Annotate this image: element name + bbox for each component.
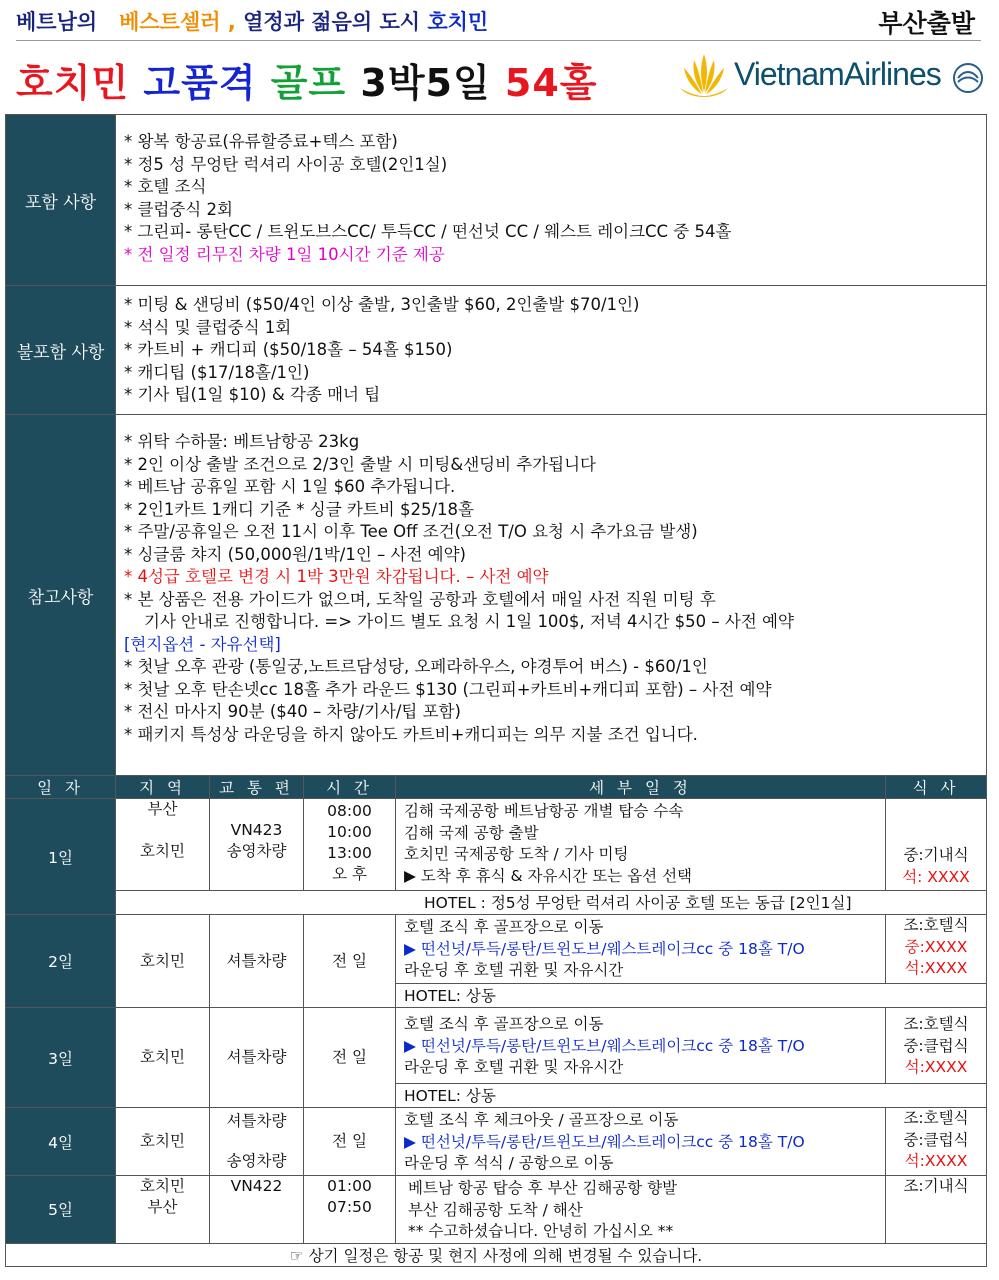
included-item: * 호텔 조식 — [124, 177, 207, 196]
detail-line: 호텔 조식 후 골프장으로 이동 — [404, 1015, 604, 1033]
excluded-item: * 기사 팁(1일 $10) & 각종 매너 팁 — [124, 385, 381, 404]
day-5-details — [396, 1176, 886, 1244]
detail-line: 부산 김해공항 도착 / 해산 — [408, 1200, 583, 1219]
tagline-part-1: 베트남의 — [16, 10, 98, 34]
meal-text: 석:XXXX — [904, 959, 968, 977]
tagline-part-4: 호치민 — [427, 10, 489, 34]
included-item: * 왕복 항공료(유류할증료+텍스 포함) — [124, 132, 398, 151]
day-4-details — [396, 1108, 886, 1176]
day-2-details — [396, 915, 886, 984]
excluded-item: * 카트비 + 캐디피 ($50/18홀 – 54홀 $150) — [124, 340, 453, 359]
day-2-label: 2일 — [6, 915, 116, 1008]
day-2-hotel: HOTEL: 상동 — [396, 984, 987, 1008]
schedule-table — [5, 775, 987, 1267]
day-1-meals — [886, 799, 987, 891]
included-item: * 그린피- 롱탄CC / 트윈도브스CC/ 투득CC / 떤선넛 CC / 웨스트 레이크CC 중 54홀 — [124, 222, 732, 241]
notes-list — [116, 415, 986, 752]
detail-line: ▶ 도착 후 휴식 & 자유시간 또는 옵션 선택 — [404, 866, 693, 885]
day-1-details — [396, 799, 886, 891]
notes-item: * 베트남 공휴일 포함 시 1일 $60 추가됩니다. — [124, 477, 456, 496]
notes-item: * 4성급 호텔로 변경 시 1박 3만원 차감됩니다. – 사전 예약 — [124, 567, 549, 586]
excluded-cell — [116, 286, 987, 415]
page-title — [16, 52, 598, 107]
tagline-part-3: 열정과 젊음의 도시 — [243, 10, 421, 34]
detail-line: 라운딩 후 호텔 귀환 및 자유시간 — [404, 1058, 624, 1076]
notes-item: 기사 안내로 진행합니다. => 가이드 별도 요청 시 1일 100$, 저녁 4시간 $50 – 사전 예약 — [144, 612, 794, 631]
header-divider — [16, 40, 981, 41]
detail-line: 라운딩 후 호텔 귀환 및 자유시간 — [404, 961, 624, 979]
title-part-5: 54홀 — [504, 61, 598, 105]
hotel-text: HOTEL : 정5성 무엉탄 럭셔리 사이공 호텔 또는 동급 [2인1실] — [424, 893, 852, 912]
transport-text: 셔틀차량 — [226, 1112, 287, 1130]
detail-line: ▶ 떤선넛/투득/롱탄/트윈도브/웨스트레이크cc 중 18홀 T/O — [404, 1132, 805, 1151]
notes-item: * 2인1카트 1캐디 기준 * 싱글 카트비 $25/18홀 — [124, 499, 474, 519]
transport-text: 송영차량 — [226, 842, 287, 860]
departure-label: 부산출발 — [878, 9, 975, 38]
excluded-list — [116, 286, 986, 413]
transport-text: 송영차량 — [226, 1152, 287, 1170]
day-4-region: 호치민 — [116, 1108, 210, 1176]
included-item: * 클럽중식 2회 — [124, 199, 233, 219]
header-region: 지 역 — [116, 776, 210, 799]
detail-line: 호텔 조식 후 체크아웃 / 골프장으로 이동 — [404, 1111, 679, 1129]
region-text: 부산 — [147, 1198, 178, 1216]
day-1-region — [116, 799, 210, 891]
included-label: 포함 사항 — [6, 115, 116, 286]
meal-text: 조:호텔식 — [903, 916, 969, 934]
time-text: 01:00 — [327, 1177, 372, 1195]
meal-text: 조:기내식 — [903, 1177, 969, 1195]
title-part-3: 골프 — [270, 61, 347, 105]
detail-line: 김해 국제공항 베트남항공 개별 탑승 수속 — [404, 802, 684, 820]
detail-line: 호텔 조식 후 골프장으로 이동 — [404, 918, 604, 936]
header-meal: 식 사 — [886, 776, 987, 799]
vietnam-airlines-logo — [676, 48, 986, 104]
detail-line: 라운딩 후 석식 / 공항으로 이동 — [404, 1154, 614, 1172]
title-part-2: 고품격 — [143, 61, 257, 105]
day-2-region: 호치민 — [116, 915, 210, 1008]
meal-text: 중:클럽식 — [903, 1130, 969, 1149]
time-text: 10:00 — [327, 823, 372, 841]
day-3-transport: 셔틀차량 — [210, 1008, 304, 1108]
excluded-label: 불포함 사항 — [6, 286, 116, 415]
header-time: 시 간 — [304, 776, 396, 799]
notes-item: * 주말/공휴일은 오전 11시 이후 Tee Off 조건(오전 T/O 요청 시 추가요금 발생) — [124, 522, 698, 541]
meal-text: 석:XXXX — [904, 1058, 968, 1076]
meal-text: 석: XXXX — [902, 867, 970, 886]
day-4-transport — [210, 1108, 304, 1176]
notes-item: * 싱글룸 챠지 (50,000원/1박/1인 – 사전 예약) — [124, 544, 466, 564]
options-heading: [현지옵션 - 자유선택] — [124, 634, 281, 654]
day-5-label: 5일 — [6, 1176, 116, 1244]
notes-item: * 첫날 오후 관광 (통일궁,노트르담성당, 오페라하우스, 야경투어 버스) - $60/1인 — [124, 657, 708, 676]
day-2-time: 전 일 — [304, 915, 396, 1008]
day-1-hotel — [116, 891, 987, 915]
day-3-region: 호치민 — [116, 1008, 210, 1108]
detail-line: ▶ 떤선넛/투득/롱탄/트윈도브/웨스트레이크cc 중 18홀 T/O — [404, 939, 805, 958]
meal-text: 중:XXXX — [904, 937, 968, 956]
day-3-meals — [886, 1008, 987, 1084]
title-part-1: 호치민 — [16, 61, 130, 105]
day-1-times — [304, 799, 396, 891]
notes-item: * 본 상품은 전용 가이드가 없으며, 도착일 공항과 호텔에서 매일 사전 직원 미팅 후 — [124, 589, 716, 609]
included-item: * 전 일정 리무진 차량 1일 10시간 기준 제공 — [124, 244, 445, 264]
region-text: 부산 — [147, 800, 178, 818]
meal-text: 조:호텔식 — [903, 1015, 969, 1033]
title-part-4: 3박5일 — [360, 61, 491, 105]
meal-text: 중:기내식 — [903, 846, 969, 864]
included-item: * 정5 성 무엉탄 럭셔리 사이공 호텔(2인1실) — [124, 154, 448, 174]
day-5-meals — [886, 1176, 987, 1244]
info-table — [5, 114, 987, 776]
meal-text: 중:클럽식 — [903, 1036, 969, 1055]
time-text: 오 후 — [332, 865, 367, 883]
detail-line: ▶ 떤선넛/투득/롱탄/트윈도브/웨스트레이크cc 중 18홀 T/O — [404, 1036, 805, 1055]
meal-text: 석:XXXX — [904, 1152, 968, 1170]
notes-item: * 2인 이상 출발 조건으로 2/3인 출발 시 미팅&샌딩비 추가됩니다 — [124, 454, 596, 474]
day-4-time: 전 일 — [304, 1108, 396, 1176]
header-day: 일 자 — [6, 776, 116, 799]
day-4-meals — [886, 1108, 987, 1176]
time-text: 13:00 — [327, 844, 372, 862]
footer-note: ☞ 상기 일정은 항공 및 현지 사정에 의해 변경될 수 있습니다. — [6, 1243, 987, 1266]
notes-cell — [116, 415, 987, 776]
time-text: 08:00 — [327, 802, 372, 820]
day-2-transport: 셔틀차량 — [210, 915, 304, 1008]
day-2-meals — [886, 915, 987, 984]
detail-line: 베트남 항공 탑승 후 부산 김해공항 향발 — [408, 1179, 678, 1197]
day-5-transport: VN422 — [210, 1176, 304, 1244]
header-transport: 교 통 편 — [210, 776, 304, 799]
lotus-icon — [676, 48, 732, 104]
airline-name: VietnamAirlines — [734, 56, 941, 92]
excluded-item: * 석식 및 클럽중식 1회 — [124, 317, 292, 337]
detail-line: ** 수고하셨습니다. 안녕히 가십시오 ** — [408, 1222, 674, 1240]
time-text: 07:50 — [327, 1198, 372, 1216]
notes-item: * 첫날 오후 탄손넷cc 18홀 추가 라운드 $130 (그린피+카트비+캐디피 포함) – 사전 예약 — [124, 679, 772, 699]
day-4-label: 4일 — [6, 1108, 116, 1176]
excluded-item: * 미팅 & 샌딩비 ($50/4인 이상 출발, 3인출발 $60, 2인출발 $70/1인) — [124, 295, 640, 314]
notes-item: * 위탁 수하물: 베트남항공 23kg — [124, 432, 360, 451]
detail-line: 호치민 국제공항 도착 / 기사 미팅 — [404, 845, 629, 863]
included-cell — [116, 115, 987, 286]
transport-text: VN423 — [230, 821, 283, 839]
excluded-item: * 캐디팁 ($17/18홀/1인) — [124, 362, 310, 382]
tagline-part-2: 베스트셀러 , — [119, 10, 236, 34]
day-3-details — [396, 1008, 886, 1084]
included-list — [116, 115, 986, 272]
day-3-hotel: HOTEL: 상동 — [396, 1084, 987, 1108]
day-3-label: 3일 — [6, 1008, 116, 1108]
day-5-times — [304, 1176, 396, 1244]
region-text: 호치민 — [140, 1177, 185, 1195]
notes-label: 참고사항 — [6, 415, 116, 776]
skyteam-icon — [950, 52, 986, 100]
meal-text: 조:호텔식 — [903, 1109, 969, 1127]
day-5-region — [116, 1176, 210, 1244]
notes-item: * 전신 마사지 90분 ($40 – 차량/기사/팁 포함) — [124, 702, 461, 721]
day-3-time: 전 일 — [304, 1008, 396, 1108]
detail-line: 김해 국제 공항 출발 — [404, 823, 539, 842]
header-detail: 세 부 일 정 — [396, 776, 886, 799]
day-1-transport — [210, 799, 304, 891]
region-text: 호치민 — [140, 842, 185, 860]
day-1-label: 1일 — [6, 799, 116, 915]
tagline — [16, 6, 488, 36]
notes-item: * 패키지 특성상 라운딩을 하지 않아도 카트비+캐디피는 의무 지불 조건 입니다. — [124, 724, 698, 744]
